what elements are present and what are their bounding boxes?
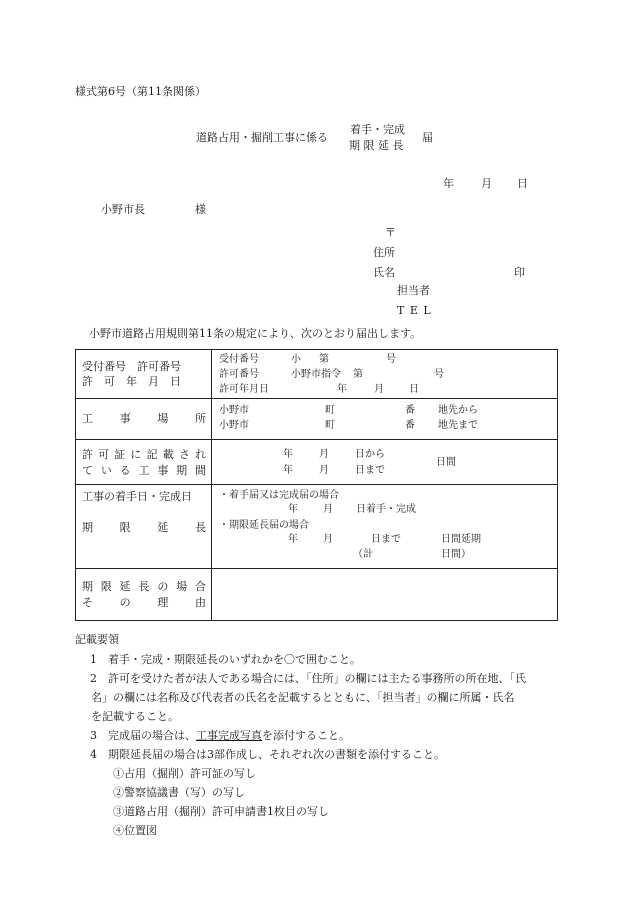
label-cell-permit [76, 350, 212, 399]
label-extension: 期 限 延 長 [82, 521, 206, 534]
row-permit-number [76, 350, 558, 399]
period-from-year: 年 [283, 449, 293, 460]
attachment-4: ④位置図 [113, 824, 157, 837]
seal-mark: 印 [514, 266, 525, 279]
postal-mark: 〒 [385, 226, 396, 239]
receipt-prefix: 小 [291, 354, 301, 365]
label-period-line2: て い る 工 事 期 間 [82, 464, 206, 477]
row-work-period [76, 440, 558, 485]
contact-label: 担当者 [397, 284, 430, 297]
period-from-month: 月 [319, 449, 329, 460]
extension-year: 年 [288, 534, 298, 545]
permit-date-day: 日 [409, 384, 419, 395]
label-cell-period [76, 440, 212, 485]
value-cell-reason [212, 569, 558, 621]
row-extension-reason [76, 569, 558, 621]
value-cell-permit [212, 350, 558, 399]
location-to-town: 町 [325, 420, 335, 431]
extension-month: 月 [323, 534, 333, 545]
start-complete-year: 年 [288, 504, 298, 515]
label-cell-dates [76, 485, 212, 569]
label-period-line1: 許 可 証 に 記 載 さ れ [82, 448, 206, 461]
note3-number: 3 [90, 729, 97, 742]
note2-line2: 名」の欄には名称及び代表者の氏名を記載するとともに、「担当者」の欄に所属・氏名 [91, 691, 515, 704]
attachment-2: ②警察協議書（写）の写し [113, 786, 245, 799]
title-suffix: 届 [422, 131, 433, 144]
note3-pre: 完成届の場合は、 [108, 729, 196, 742]
note3-text [108, 729, 350, 742]
label-permit-line1: 受付番号 許可番号 [82, 360, 181, 373]
label-reason-line2: そ の 理 由 [82, 596, 206, 609]
value-cell-dates [212, 485, 558, 569]
notes-heading: 記載要領 [75, 633, 119, 646]
title-option-start-complete: 着手・完成 [350, 123, 405, 136]
note2-number: 2 [90, 672, 97, 685]
value-cell-period [212, 440, 558, 485]
label-start-complete-date: 工事の着手日・完成日 [82, 490, 192, 503]
row-work-location [76, 399, 558, 440]
receipt-go: 号 [386, 354, 396, 365]
address-label: 住所 [373, 246, 395, 259]
location-from-suffix: 地先から [438, 405, 478, 416]
name-label: 氏名 [373, 266, 395, 279]
label-reason-line1: 期 限 延 長 の 場 合 [82, 580, 206, 593]
note1-text: 着手・完成・期限延長のいずれかを〇で囲むこと。 [108, 653, 361, 666]
period-to-month: 月 [319, 465, 329, 476]
extension-days: 日間延期 [441, 534, 481, 545]
period-days: 日間 [436, 457, 456, 468]
permit-go: 号 [434, 369, 444, 380]
label-work-location: 工 事 場 所 [82, 412, 206, 425]
note2-line3: を記載すること。 [91, 710, 179, 723]
period-to-day: 日まで [355, 465, 385, 476]
attachment-1: ①占用（掘削）許可証の写し [113, 767, 256, 780]
start-complete-day: 日着手・完成 [356, 504, 416, 515]
extension-total-days: 日間） [441, 549, 471, 560]
attachment-3: ③道路占用（掘削）許可申請書1枚目の写し [113, 805, 329, 818]
receipt-number-label: 受付番号 [219, 354, 259, 365]
case-extension: ・期限延長届の場合 [219, 520, 309, 531]
permit-prefix: 小野市指令 [291, 369, 341, 380]
permit-dai: 第 [353, 369, 363, 380]
permit-date-year: 年 [337, 384, 347, 395]
note3-underlined: 工事完成写真 [196, 729, 262, 742]
addressee-honorific: 様 [195, 203, 206, 216]
label-cell-reason [76, 569, 212, 621]
extension-total-label: （計 [353, 549, 373, 560]
row-start-complete-extension [76, 485, 558, 569]
permit-date-month: 月 [374, 384, 384, 395]
period-from-day: 日から [355, 449, 385, 460]
title-option-extension: 期 限 延 長 [349, 139, 404, 152]
label-cell-location [76, 399, 212, 440]
location-to-ban: 番 [405, 420, 415, 431]
date-month: 月 [481, 177, 492, 190]
extension-until: 日まで [371, 534, 401, 545]
tel-label: T E L [397, 304, 432, 317]
note2-line1: 許可を受けた者が法人である場合には、「住所」の欄には主たる事務所の所在地、「氏 [108, 672, 526, 685]
location-from-town: 町 [325, 405, 335, 416]
value-cell-location [212, 399, 558, 440]
form-table [75, 349, 558, 621]
start-complete-month: 月 [323, 504, 333, 515]
receipt-dai: 第 [319, 354, 329, 365]
form-number: 様式第6号（第11条関係） [75, 85, 206, 98]
location-to-city: 小野市 [219, 420, 249, 431]
label-permit-line2: 許 可 年 月 日 [82, 375, 181, 388]
permit-date-label: 許可年月日 [219, 384, 269, 395]
note4-text: 期限延長届の場合は3部作成し、それぞれ次の書類を添付すること。 [108, 748, 445, 761]
date-year: 年 [443, 177, 454, 190]
case-start-complete: ・着手届又は完成届の場合 [219, 490, 339, 501]
permit-number-label: 許可番号 [219, 369, 259, 380]
note4-number: 4 [90, 748, 97, 761]
date-day: 日 [517, 177, 528, 190]
note3-post: を添付すること。 [262, 729, 350, 742]
location-from-ban: 番 [405, 405, 415, 416]
intro-text: 小野市道路占用規則第11条の規定により、次のとおり届出します。 [89, 327, 422, 340]
location-from-city: 小野市 [219, 405, 249, 416]
location-to-suffix: 地先まで [438, 420, 478, 431]
note1-number: 1 [90, 653, 97, 666]
addressee-name: 小野市長 [101, 203, 145, 216]
title-main: 道路占用・掘削工事に係る [196, 131, 328, 144]
period-to-year: 年 [283, 465, 293, 476]
